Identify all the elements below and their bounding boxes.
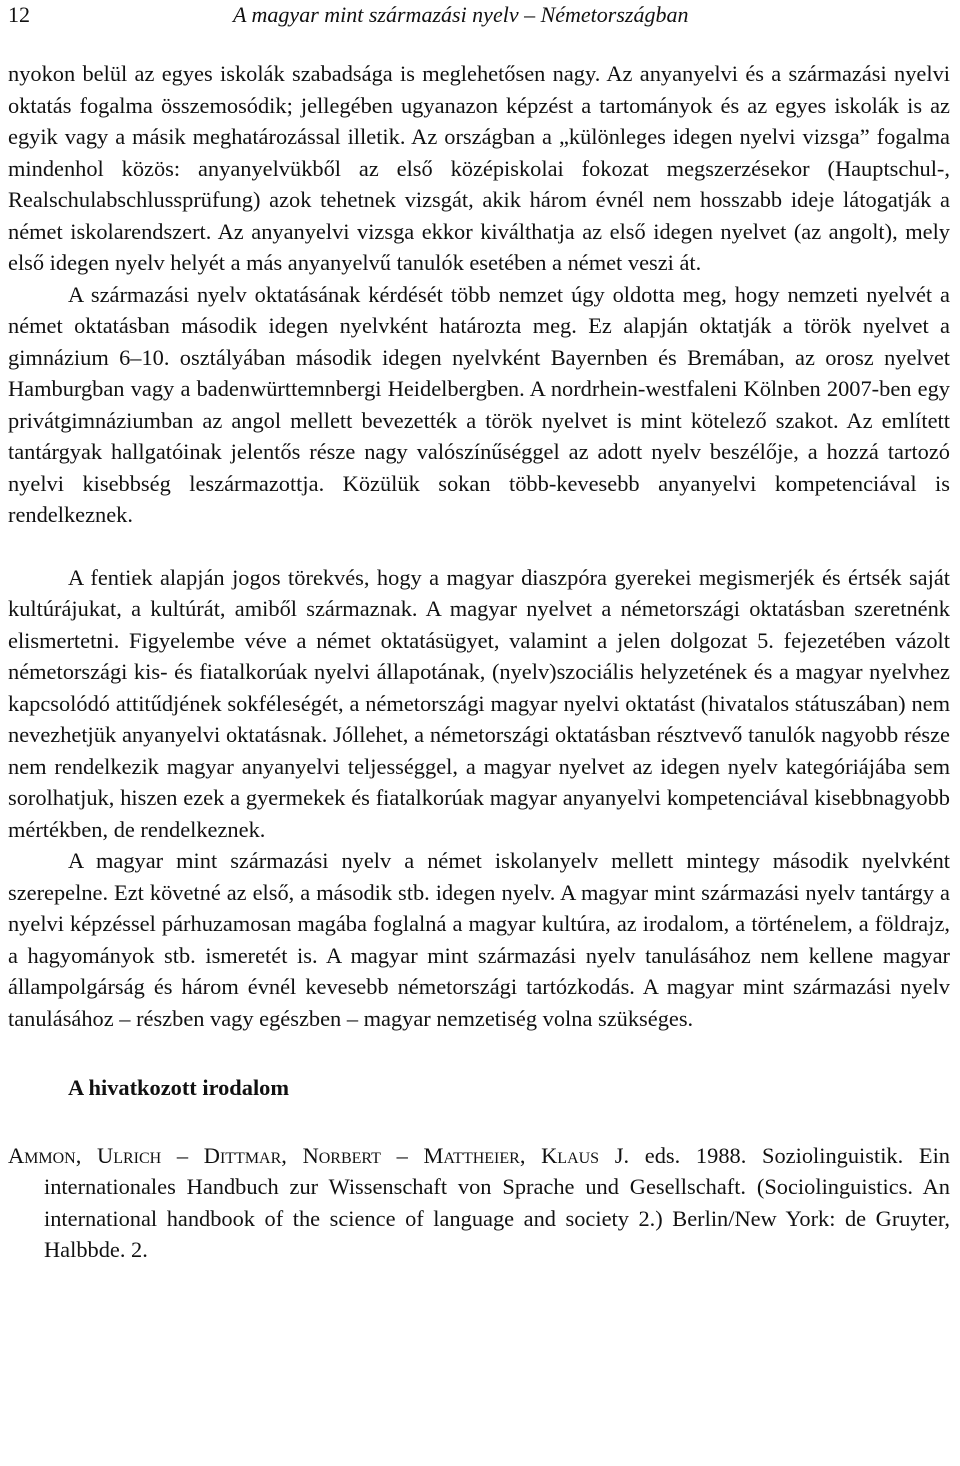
running-title: A magyar mint származási nyelv – Németországban [233, 2, 689, 27]
reference-authors: Ammon, Ulrich – Dittmar, Norbert – Mattheier, Klaus J. [8, 1142, 630, 1168]
paragraph-1: nyokon belül az egyes iskolák szabadsága is meglehetősen nagy. Az anyanyelvi és a származási nyelvi oktatás fogalma összemosódik; jellegében ugyanazon képzést a tartományok és az egyes iskolák is az egyik vagy a másik meghatározással illetik. Az országban a „különleges idegen nyelvi vizsga” fogalma mindenhol közös: anyanyelvükből az első középiskolai fokozat megszerzésekor (Hauptschul-, Realschulabschlussprüfung) azok tehetnek vizsgát, akik három évnél nem hosszabb ideje látogatják a német iskolarendszert. Az anyanyelvi vizsga ekkor kiválthatja az első idegen nyelvet (az angolt), mely első idegen nyelv helyét a más anyanyelvű tanulók esetében a német veszi át. [8, 61, 950, 275]
page-header [8, 0, 950, 30]
reference-details: eds. 1988. Soziolinguistik. Ein internationales Handbuch zur Wissenschaft von Sprache und Gesellschaft. (Sociolinguistics. An international handbook of the science of language and society 2.) Berlin/New York: de Gruyter, Halbbde. 2. [44, 1142, 950, 1262]
section-gap [8, 1034, 950, 1072]
paragraph-2: A származási nyelv oktatásának kérdését több nemzet úgy oldotta meg, hogy nemzeti nyelvét a német oktatásban második idegen nyelvként határozta meg. Ez alapján oktatják a török nyelvet a gimnázium 6–10. osztályában második idegen nyelvként Bayernben és Bremában, az orosz nyelvet Hamburgban vagy a badenwürttemnbergi Heidelbergben. A nordrhein-westfaleni Kölnben 2007-ben egy privátgimnáziumban az angol mellett bevezették a török nyelvet is mint kötelező szakot. Az említett tantárgyak hallgatóinak jelentős része nagy valószínűséggel az adott nyelv beszélője, a hozzá tartozó nyelvi kisebbség leszármazottja. Közülük sokan több-kevesebb anyanyelvi kompetenciával is rendelkeznek. [8, 281, 950, 527]
paragraph-3: A fentiek alapján jogos törekvés, hogy a magyar diaszpóra gyerekei megismerjék és értsék saját kultúrájukat, a kultúrát, amiből származnak. A magyar nyelvet a németországi oktatásban szeretnénk elismertetni. Figyelembe véve a német oktatásügyet, valamint a jelen dolgozat 5. fejezetében vázolt németországi kis- és fiatalkorúak nyelvi állapotának, (nyelv)szociális helyzetének és a magyar nyelvhez kapcsolódó attitűdjének sokféleségét, a németországi magyar nyelvi oktatást (hivatalos státuszában) nem nevezhetjük anyanyelvi oktatásnak. Jóllehet, a németországi oktatásban résztvevő tanulók nagyobb része nem rendelkezik magyar anyanyelvi teljességgel, a magyar nyelvet az idegen nyelv kategóriájába sem sorolhatjuk, hiszen ezek a gyermekek és fiatalkorúak magyar anyanyelvi kompetenciával kisebbnagyobb mértékben, de rendelkeznek. [8, 564, 950, 842]
page-number: 12 [8, 2, 30, 27]
paragraph-gap [8, 531, 950, 562]
reference-entry [8, 1140, 950, 1266]
paragraph-4: A magyar mint származási nyelv a német iskolanyelv mellett mintegy második nyelvként szerepelne. Ezt követné az első, a második stb. idegen nyelv. A magyar mint származási nyelv tantárgy a nyelvi képzéssel párhuzamosan magába foglalná a magyar kultúra, az irodalom, a történelem, a földrajz, a hagyományok stb. ismeretét is. A magyar mint származási nyelv tanulásához nem kellene magyar állampolgárság és három évnél kevesebb németországi tartózkodás. A magyar mint származási nyelv tanulásához – részben vagy egészben – magyar nemzetiség volna szükséges. [8, 848, 950, 1031]
page-body [8, 58, 950, 1266]
section-heading: A hivatkozott irodalom [68, 1075, 290, 1100]
